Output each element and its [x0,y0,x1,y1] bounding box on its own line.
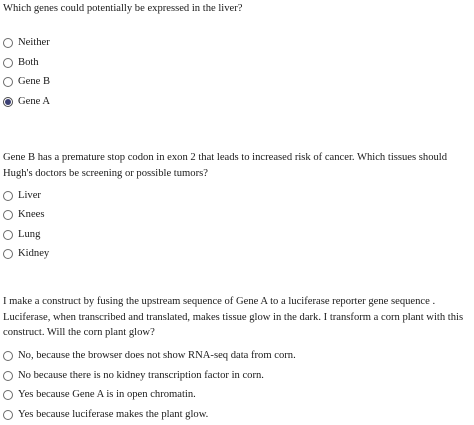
radio-button[interactable] [3,58,13,68]
option-no-browser[interactable] [3,347,469,367]
option-label: Neither [18,37,50,49]
radio-button[interactable] [3,371,13,381]
question-1-text: Which genes could potentially be expressed in the liver? [3,3,243,14]
radio-button[interactable] [3,210,13,220]
radio-button-selected[interactable] [3,97,13,107]
radio-button[interactable] [3,351,13,361]
radio-button[interactable] [3,191,13,201]
radio-button[interactable] [3,390,13,400]
question-2 [3,150,469,264]
option-label: No because there is no kidney transcription factor in corn. [18,369,264,381]
option-label: Yes because Gene A is in open chromatin. [18,389,196,401]
option-label: No, because the browser does not show RNA-seq data from corn. [18,350,296,362]
option-both[interactable] [3,53,469,73]
option-yes-open-chromatin[interactable] [3,386,469,406]
option-gene-b[interactable] [3,73,469,93]
option-yes-luciferase[interactable] [3,405,469,425]
question-1 [3,1,469,112]
radio-button[interactable] [3,38,13,48]
question-3-options [3,347,469,425]
option-liver[interactable] [3,186,469,206]
option-label: Gene B [18,76,51,88]
option-label: Lung [18,228,41,240]
option-label: Kidney [18,248,50,260]
question-3 [3,294,469,425]
question-1-options [3,34,469,112]
option-label: Both [18,56,39,68]
option-no-kidney-tf[interactable] [3,366,469,386]
option-label: Yes because luciferase makes the plant glow. [18,408,209,420]
radio-button[interactable] [3,249,13,259]
option-neither[interactable] [3,34,469,54]
radio-button[interactable] [3,77,13,87]
option-lung[interactable] [3,225,469,245]
option-label: Liver [18,189,41,201]
radio-button[interactable] [3,230,13,240]
question-2-text: Gene B has a premature stop codon in exon 2 that leads to increased risk of cancer. Which tissues should Hugh's doctors be screening or possible tumors? [3,152,448,179]
option-knees[interactable] [3,206,469,226]
option-label: Gene A [18,95,51,107]
radio-button[interactable] [3,410,13,420]
option-label: Knees [18,209,45,221]
question-2-options [3,186,469,264]
option-gene-a[interactable] [3,92,469,112]
option-kidney[interactable] [3,245,469,265]
question-3-text: I make a construct by fusing the upstream sequence of Gene A to a luciferase reporter gene sequence . Luciferase, when transcribed and translated, makes tissue glow in the dark. I transform a corn plant with this construct. Will the corn plant glow? [3,296,464,338]
